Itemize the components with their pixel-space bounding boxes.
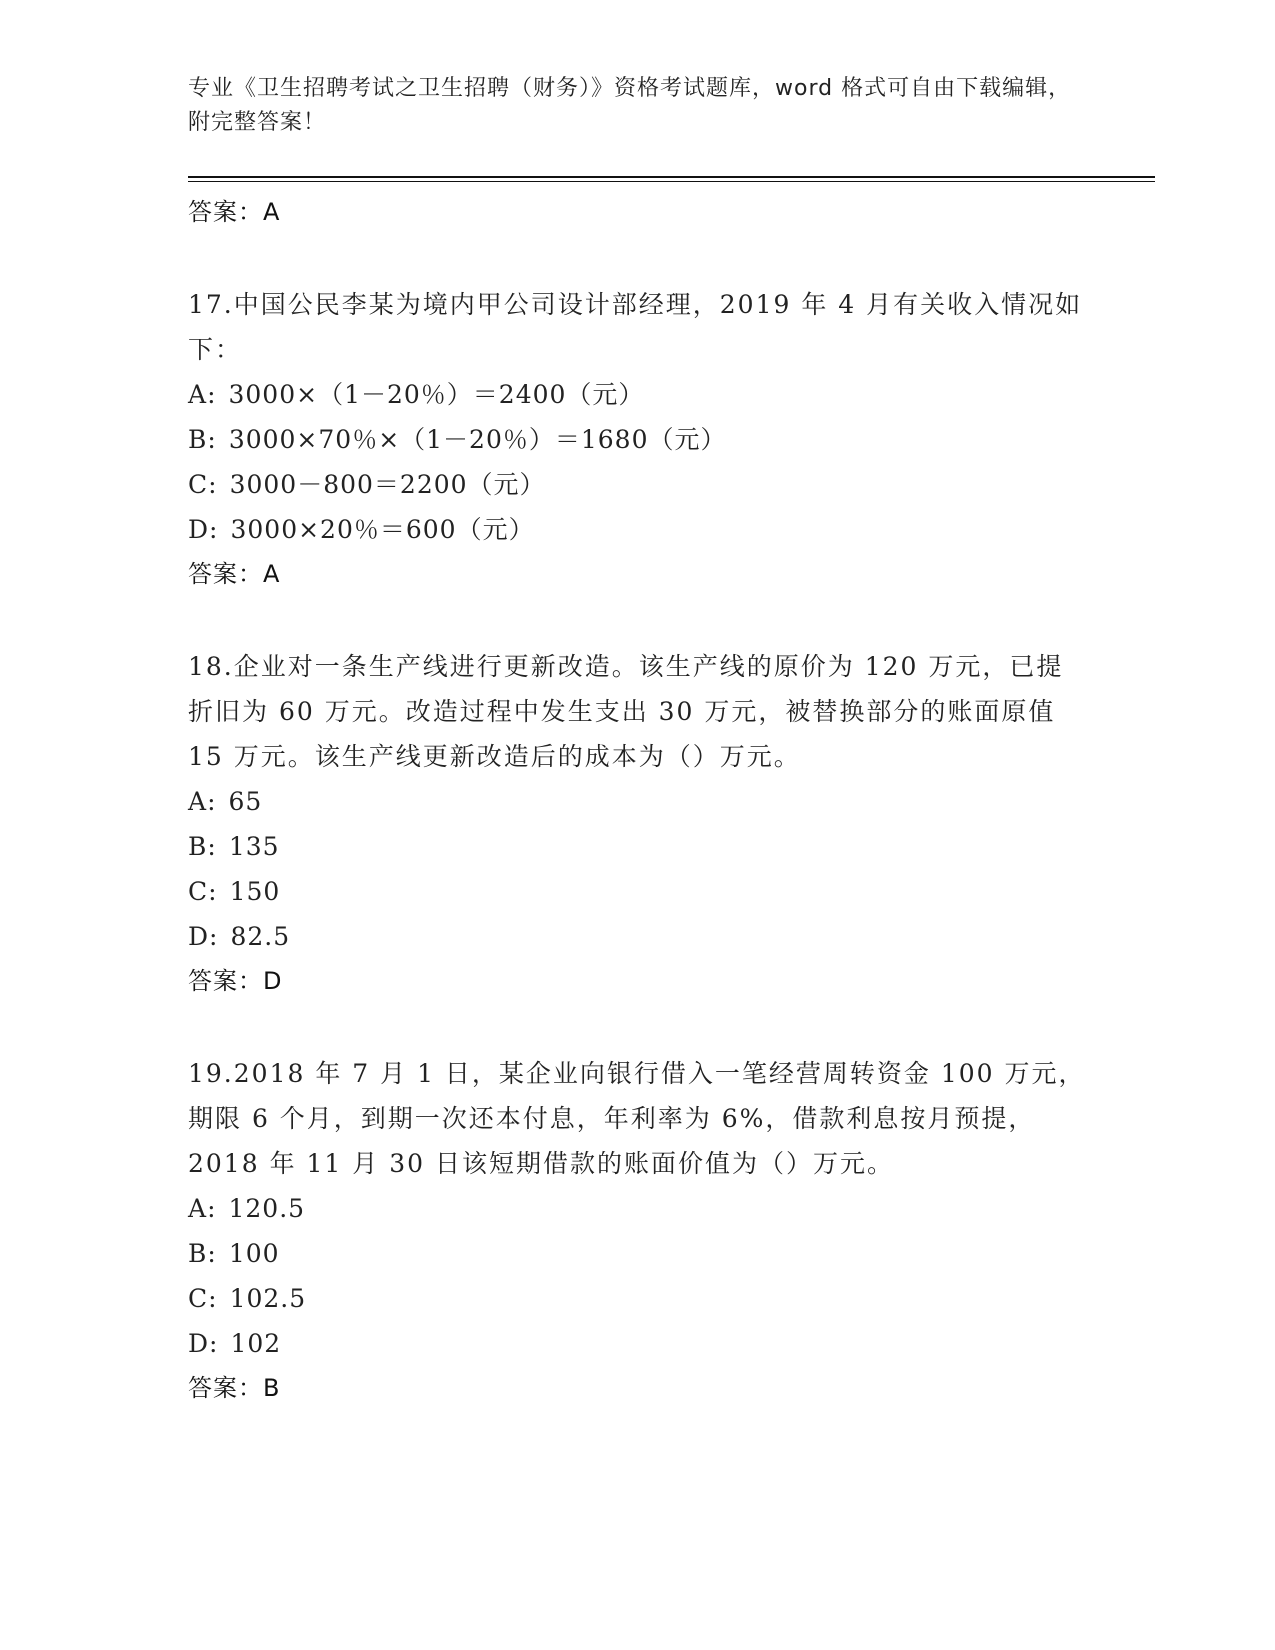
option-a: A: 120.5 <box>188 1186 1088 1231</box>
option-d: D: 3000×20％＝600（元） <box>188 507 1088 552</box>
option-text: 65 <box>228 787 263 816</box>
option-text: 150 <box>229 877 281 906</box>
page-header: 专业《卫生招聘考试之卫生招聘（财务）》资格考试题库，word 格式可自由下载编辑，附完整答案！ <box>188 76 1072 135</box>
answer-line: 答案：D <box>188 967 283 995</box>
option-text: 3000×（1－20％）＝2400（元） <box>228 380 645 409</box>
question-list <box>188 190 1088 1410</box>
header-rule-thin <box>188 181 1155 182</box>
option-b: B: 100 <box>188 1231 1088 1276</box>
question-text: 17.中国公民李某为境内甲公司设计部经理，2019 年 4 月有关收入情况如下： <box>188 290 1083 364</box>
option-text: 102.5 <box>229 1284 307 1313</box>
question-text: 19.2018 年 7 月 1 日，某企业向银行借入一笔经营周转资金 100 万元，期限 6 个月，到期一次还本付息，年利率为 6%，借款利息按月预提，2018 年 11 月 30 日该短期借款的账面价值为（）万元。 <box>188 1059 1086 1178</box>
option-b: B: 135 <box>188 824 1088 869</box>
option-letter: C <box>188 470 209 499</box>
question-text: 18.企业对一条生产线进行更新改造。该生产线的原价为 120 万元，已提折旧为 60 万元。改造过程中发生支出 30 万元，被替换部分的账面原值 15 万元。该生产线更新改造后的成本为（）万元。 <box>188 652 1064 771</box>
option-letter: B <box>188 832 208 861</box>
option-letter: D <box>188 1329 210 1358</box>
header-rule-thick <box>188 176 1155 178</box>
option-a: A: 3000×（1－20％）＝2400（元） <box>188 372 1088 417</box>
option-letter: C <box>188 877 209 906</box>
option-letter: A <box>188 787 208 816</box>
option-letter: A <box>188 1194 208 1223</box>
option-letter: D <box>188 515 210 544</box>
option-c: C: 3000－800＝2200（元） <box>188 462 1088 507</box>
option-text: 3000×70％×（1－20％）＝1680（元） <box>228 425 727 454</box>
option-b: B: 3000×70％×（1－20％）＝1680（元） <box>188 417 1088 462</box>
option-letter: B <box>188 425 208 454</box>
option-d: D: 82.5 <box>188 914 1088 959</box>
option-c: C: 102.5 <box>188 1276 1088 1321</box>
question-item <box>188 282 1088 596</box>
option-text: 3000×20％＝600（元） <box>230 515 535 544</box>
option-letter: A <box>188 380 208 409</box>
option-text: 100 <box>228 1239 280 1268</box>
option-letter: B <box>188 1239 208 1268</box>
option-d: D: 102 <box>188 1321 1088 1366</box>
option-text: 120.5 <box>228 1194 306 1223</box>
option-c: C: 150 <box>188 869 1088 914</box>
question-item <box>188 1051 1088 1410</box>
option-letter: C <box>188 1284 209 1313</box>
question-item <box>188 644 1088 1003</box>
option-text: 82.5 <box>230 922 291 951</box>
option-letter: D <box>188 922 210 951</box>
option-text: 102 <box>230 1329 282 1358</box>
option-text: 3000－800＝2200（元） <box>229 470 546 499</box>
answer-line: 答案：B <box>188 1374 281 1402</box>
answer-line: 答案：A <box>188 198 281 226</box>
option-text: 135 <box>228 832 280 861</box>
option-a: A: 65 <box>188 779 1088 824</box>
answer-line: 答案：A <box>188 560 281 588</box>
